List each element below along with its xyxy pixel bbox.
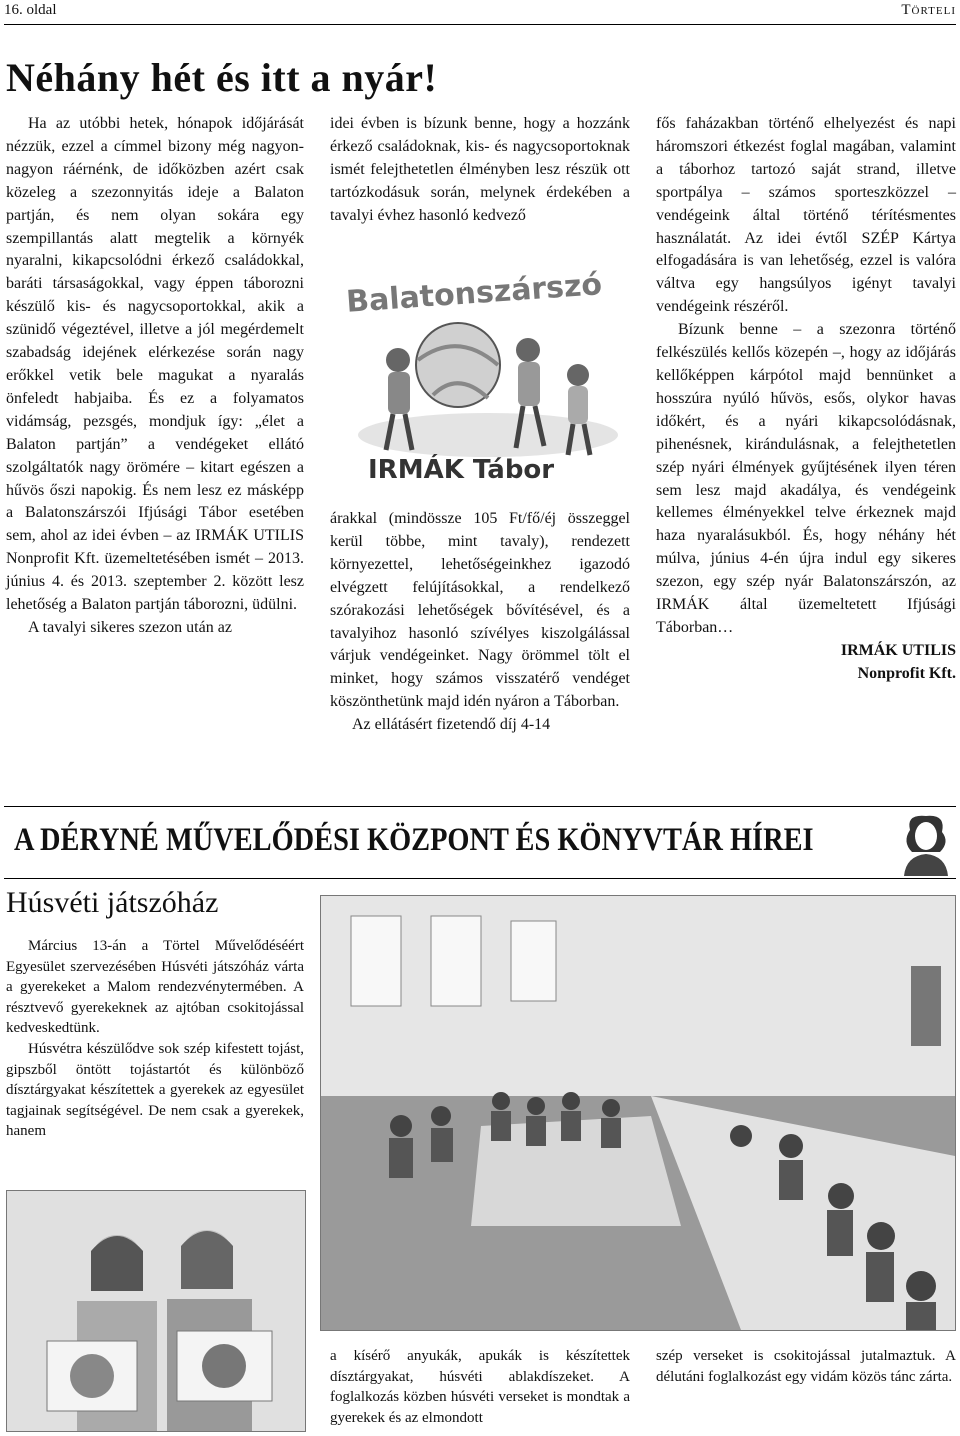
camp-logo (338, 267, 628, 495)
logo-bottom-text: IRMÁK Tábor (368, 455, 555, 485)
girls-photo (6, 1190, 306, 1432)
article-column-2-bottom (330, 508, 630, 737)
sub-article-paragraph: szép verseket is csokitojással jutalmaztuk. A délutáni foglalkozást egy vidám közös tánc zárta. (656, 1348, 956, 1385)
article-paragraph: Ha az utóbbi hetek, hónapok időjárását nézzük, ezzel a címmel bizony még nagyon-nagyon ráérnénk, de időközben azért csak közeleg a szezonnyitás ideje a Balaton partján, és nem olyan sokára egy szempillantás alatt megtelik a környék nyaralni, kikapcsolódni érkező családokkal, baráti társaságokkal, vagy éppen táborozni készülő kis- és nagycsoportokkal, akik a szünidő végeztével, illetve a jól megérdemelt szabadság idejének elérkezése során nagy erőkkel vetik bele magukat a nyaralás önfeledt habjaiba. És ez a folyamatos vidámság, pezsgés, mondjuk így: „élet a Balaton partján” a vendégeket ellátó szolgáltatók nagy örömére – kitart egészen a hűvös őszi napokig. És nem lesz ez másképp a Balatonszárszói Ifjúsági Tábor esetében sem, ahol az idei évben – az IRMÁK UTILIS Nonprofit Kft. üzemeltetésében ismét – 2013. június 4. és 2013. szeptember 2. között lesz lehetőség a Balaton partján táborozni, üdülni. (6, 115, 304, 614)
sub-article-title: Húsvéti játszóház (6, 886, 219, 919)
section-rule-top (4, 806, 956, 807)
article-paragraph: fős faházakban történő elhelyezést és napi háromszori étkezést foglal magában, valamint a táborhoz tartozó saját strand, illetve sportpálya – számos sporteszközzel – vendégeink által történő térítésmentes használatát. Az idei évtől SZÉP Kártya elfogadására is van lehetőség, ezzel is valóra váltva egy hangsúlyos igényt tavalyi vendégeink részéről. (656, 115, 956, 316)
section-title: A DÉRYNÉ MŰVELŐDÉSI KÖZPONT ÉS KÖNYVTÁR HÍREI (14, 822, 814, 858)
hall-photo-icon (321, 896, 955, 1330)
page-header (4, 0, 956, 25)
article-paragraph: Az ellátásért fizetendő díj 4-14 (352, 716, 551, 734)
girls-photo-icon (7, 1191, 305, 1431)
article-title: Néhány hét és itt a nyár! (6, 55, 438, 100)
magazine-name: Törteli (901, 2, 956, 18)
article-column-3 (656, 113, 956, 686)
sub-article-paragraph: a kísérő anyukák, apukák is készítettek dísztárgyakat, húsvéti ablakdíszeket. A foglalkozás közben húsvéti verseket is mondtak a gyerekek és az elmondott (330, 1348, 630, 1426)
article-paragraph: A tavalyi sikeres szezon után az (28, 618, 232, 636)
article-column-1 (6, 113, 304, 640)
page-number: 16. oldal (4, 2, 57, 18)
sub-article-column-1 (6, 936, 304, 1142)
hall-photo (320, 895, 956, 1331)
portrait-icon (896, 812, 954, 876)
article-paragraph: árakkal (mindössze 105 Ft/fő/éj összeggel kerül többe, mint tavaly), rendezett környezettel, lehetőségeinkhez igazodó elvégzett felújításokkal, a rendelkező szórakozási lehetőségek bővítésével, és a tavalyihoz hasonló szívélyes kiszolgálással várjuk vendégeinket. Nagy örömmel tölt el minket, hogy számos visszatérő vendéget köszönthetünk majd idén nyáron a Táborban. (330, 510, 630, 711)
sub-article-paragraph: Húsvétra készülődve sok szép kifestett tojást, gipszből öntött tojástartót és különböző dísztárgyakat készítettek a gyerekek az egyesület tagjainak segítségével. De nem csak a gyerekek, hanem (6, 1040, 304, 1140)
sub-article-column-2 (330, 1346, 630, 1428)
signature-line: Nonprofit Kft. (857, 664, 956, 682)
article-paragraph: idei évben is bízunk benne, hogy a hozzánk érkező családoknak, kis- és nagycsoportoknak ismét felejthetetlen élményben lesz részük ott tartózkodásuk során, melynek érdekében a tavalyi évhez hasonló kedvező (330, 115, 630, 224)
sub-article-paragraph: Március 13-án a Törtel Művelődéséért Egyesület szervezésében Húsvéti játszóház várta a gyerekeket a Malom rendezvénytermében. A résztvevő gyerekeknek az ajtóban csokitojással kedveskedtünk. (6, 938, 304, 1037)
sub-article-column-3 (656, 1346, 956, 1387)
signature-line: IRMÁK UTILIS (840, 641, 956, 659)
logo-top-text: Balatonszárszó (345, 267, 604, 320)
article-column-2-top (330, 113, 630, 228)
article-paragraph: Bízunk benne – a szezonra történő felkészülés kellős közepén –, hogy az időjárás kellőképpen kárpótol majd bennünket a hosszúra nyúló hűvös, esős, olykor havas időkért, és a nyári kikapcsolódásnak, pihenésnek, kirándulásnak, a felejthetetlen szép nyári élmények gyűjtésének ilyen téren sem lesz majd akadálya, és vendégeink kellemes élményekkel telve érkeznek majd haza nyaralásukból. És, hogy néhány hét múlva, június 4-én újra indul egy sikeres szezon, egy szép nyár Balatonszárszón, az IRMÁK által üzemeltetett Ifjúsági Táborban… (656, 321, 956, 636)
section-rule-bottom (4, 878, 956, 879)
